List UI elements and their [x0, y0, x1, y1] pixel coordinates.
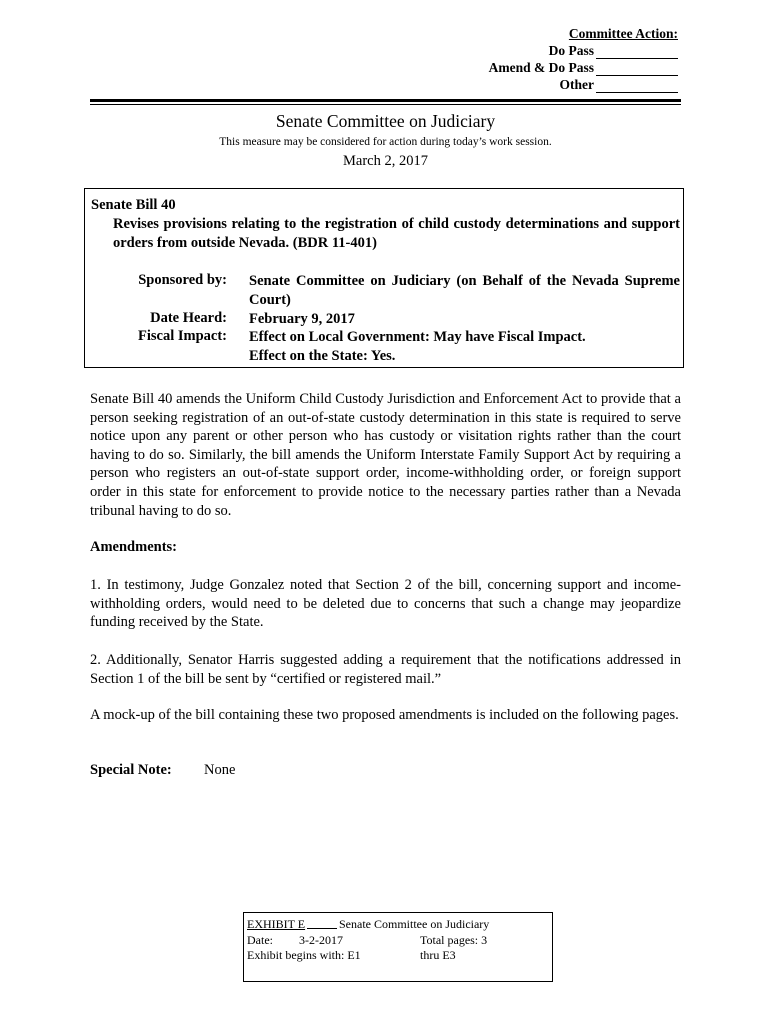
other-label: Other — [559, 77, 594, 92]
do-pass-blank — [596, 46, 678, 59]
special-note-value: None — [204, 762, 236, 778]
date-heard-label: Date Heard: — [150, 310, 227, 326]
exhibit-date-value: 3-2-2017 — [299, 933, 343, 947]
fiscal-impact-state: Effect on the State: Yes. — [249, 348, 396, 364]
do-pass-label: Do Pass — [548, 43, 594, 58]
committee-action-block — [418, 25, 678, 93]
exhibit-date-label: Date: — [247, 933, 273, 947]
amendment-item-2: 2. Additionally, Senator Harris suggested adding a requirement that the notifications addressed in Section 1 of the bill be sent by “certified or registered mail.” — [90, 652, 681, 687]
exhibit-thru: thru E3 — [420, 948, 456, 962]
fiscal-impact-label: Fiscal Impact: — [138, 328, 227, 344]
other-blank — [596, 80, 678, 93]
exhibit-blank — [307, 928, 337, 929]
exhibit-total-pages: Total pages: 3 — [420, 933, 488, 947]
session-note: This measure may be considered for action during today’s work session. — [219, 136, 552, 148]
bill-description: Revises provisions relating to the registration of child custody determinations and support orders from outside Nevada. (BDR 11-401) — [113, 216, 680, 251]
sponsored-by-label: Sponsored by: — [138, 272, 227, 288]
amend-do-pass-blank — [596, 63, 678, 76]
amend-do-pass-line — [418, 59, 678, 76]
amendments-heading: Amendments: — [90, 539, 177, 555]
hearing-date: March 2, 2017 — [343, 153, 428, 169]
exhibit-stamp — [243, 912, 553, 982]
date-heard-value: February 9, 2017 — [249, 311, 355, 327]
amend-do-pass-label: Amend & Do Pass — [488, 60, 594, 75]
sponsored-by-value: Senate Committee on Judiciary (on Behalf of the Nevada Supreme Court) — [249, 273, 680, 308]
mockup-note: A mock-up of the bill containing these two proposed amendments is included on the following pages. — [90, 707, 679, 723]
exhibit-begins-with: Exhibit begins with: E1 — [247, 948, 361, 962]
do-pass-line — [418, 42, 678, 59]
committee-title: Senate Committee on Judiciary — [275, 111, 496, 131]
exhibit-committee: Senate Committee on Judiciary — [339, 917, 490, 931]
bill-summary-box — [84, 188, 684, 368]
fiscal-impact-local: Effect on Local Government: May have Fiscal Impact. — [249, 329, 586, 345]
bill-summary-paragraph: Senate Bill 40 amends the Uniform Child Custody Jurisdiction and Enforcement Act to provide that a person seeking registration of an out-of-state custody determination in this state is required to serve notice upon any parent or other person who has custody or visitation rights rather than the court having to do so. Similarly, the bill amends the Uniform Interstate Family Support Act by requiring a person who registers an out-of-state support order, income-withholding order, or foreign support order in this state for enforcement to provide notice to the necessary parties rather than a Nevada tribunal having to do so. — [90, 391, 681, 519]
special-note-label: Special Note: — [90, 762, 172, 778]
header-rule-thick — [90, 99, 681, 102]
amendment-item-1: 1. In testimony, Judge Gonzalez noted that Section 2 of the bill, concerning support and income-withholding orders, would need to be deleted due to concerns that such a change may jeopardize funding received by the State. — [90, 577, 681, 631]
other-line — [418, 76, 678, 93]
bill-number: Senate Bill 40 — [91, 197, 176, 213]
header-rule-thin — [90, 104, 681, 105]
committee-action-title: Committee Action: — [568, 26, 678, 41]
exhibit-label: EXHIBIT E — [247, 917, 306, 931]
